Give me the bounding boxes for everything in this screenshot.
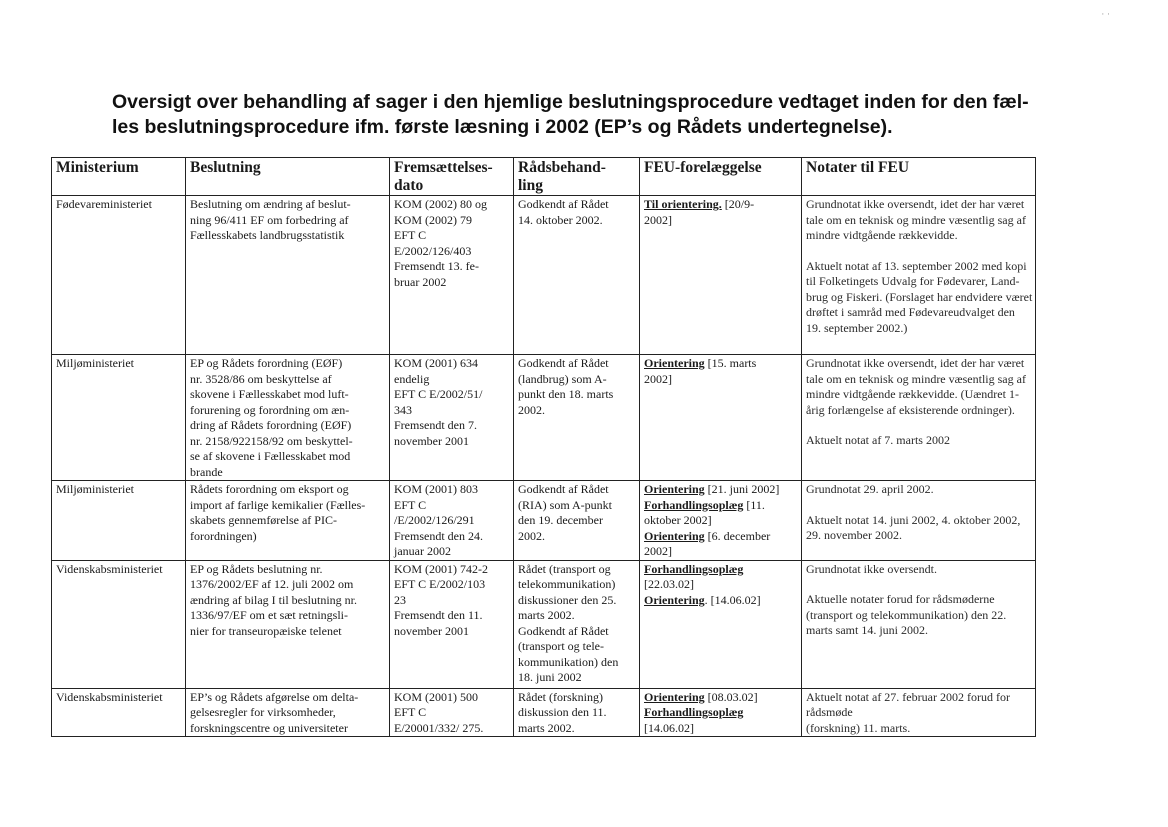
- cell-beslutning: [186, 688, 390, 737]
- feu-date-text: [22.03.02]: [644, 577, 694, 591]
- feu-status-label: Orientering: [644, 356, 705, 370]
- notat-line: Aktuelle notater forud for rådsmøderne: [806, 592, 995, 606]
- table-row: [52, 481, 1036, 561]
- feu-date-text: 2002]: [644, 371, 672, 386]
- raadsbehandling-line: (RIA) som A-punkt: [518, 497, 612, 512]
- beslutning-line: ændring af bilag I til beslutning nr.: [190, 592, 357, 607]
- fremsaettelse-line: E/2002/126/403: [394, 243, 472, 258]
- header-fremsaettelse-line-1: Fremsættelses-: [394, 159, 493, 176]
- cell-ministerium: Videnskabsministeriet: [52, 688, 186, 737]
- fremsaettelse-line: KOM (2001) 803: [394, 482, 478, 496]
- feu-line: [644, 213, 798, 229]
- beslutning-line: nier for transeuropæiske telenet: [190, 623, 342, 638]
- raadsbehandling-line: (transport og tele-: [518, 639, 604, 653]
- feu-line: [644, 529, 798, 545]
- beslutning-line: brande: [190, 464, 223, 479]
- fremsaettelse-line: endelig: [394, 371, 430, 386]
- cell-notater: [802, 196, 1036, 355]
- raadsbehandling-line: 18. juni 2002: [518, 670, 582, 684]
- feu-status-label: Orientering: [644, 689, 705, 704]
- feu-line: [644, 513, 798, 529]
- raadsbehandling-line: den 19. december: [518, 513, 603, 527]
- notat-line: tale om en teknisk og mindre væsentlig sag af: [806, 212, 1026, 227]
- feu-line: [644, 577, 798, 593]
- overview-table: [51, 157, 1036, 737]
- notat-line: marts samt 14. juni 2002.: [806, 623, 928, 637]
- cell-feu-forelaeggelse: [640, 560, 802, 688]
- beslutning-line: forurening og forordning om æn-: [190, 402, 350, 417]
- cell-fremsaettelsesdato: [390, 688, 514, 737]
- raadsbehandling-line: 14. oktober 2002.: [518, 212, 603, 227]
- cell-feu-forelaeggelse: [640, 481, 802, 561]
- feu-date-text: [21. juni 2002]: [704, 482, 780, 496]
- feu-status-label: Orientering: [644, 592, 705, 607]
- fremsaettelse-line: EFT C E/2002/103: [394, 577, 486, 591]
- feu-status-label: Forhandlingsoplæg: [644, 561, 744, 576]
- cell-notater: [802, 355, 1036, 481]
- beslutning-line: Fællesskabets landbrugsstatistik: [190, 228, 345, 242]
- fremsaettelse-line: januar 2002: [394, 544, 451, 558]
- raadsbehandling-line: marts 2002.: [518, 608, 575, 622]
- cell-ministerium: Fødevareministeriet: [52, 196, 186, 355]
- cell-fremsaettelsesdato: [390, 196, 514, 355]
- feu-date-text: 2002]: [644, 212, 672, 227]
- notat-line: 29. november 2002.: [806, 528, 902, 542]
- header-notater: Notater til FEU: [802, 158, 1036, 196]
- raadsbehandling-line: Godkendt af Rådet: [518, 356, 609, 370]
- feu-date-text: 2002]: [644, 544, 672, 558]
- cell-raadsbehandling: [514, 355, 640, 481]
- feu-date-text: [15. marts: [704, 356, 757, 370]
- fremsaettelse-line: EFT C: [394, 497, 427, 512]
- cell-feu-forelaeggelse: [640, 355, 802, 481]
- cell-raadsbehandling: [514, 196, 640, 355]
- scan-speck-mark: · ·: [1101, 10, 1110, 20]
- beslutning-line: EP’s og Rådets afgørelse om delta-: [190, 689, 359, 704]
- notat-line: Aktuelt notat af 13. september 2002 med kopi: [806, 258, 1027, 273]
- feu-status-label: Forhandlingsoplæg: [644, 705, 744, 719]
- notat-line: Grundnotat ikke oversendt, idet der har været: [806, 197, 1025, 211]
- notat-spacer: [806, 577, 1032, 592]
- beslutning-line: se af skovene i Fællesskabet mod: [190, 449, 351, 463]
- notat-line: rådsmøde: [806, 705, 853, 719]
- header-feu-forelaeggelse: FEU-forelæggelse: [640, 158, 802, 196]
- feu-status-label: Til orientering.: [644, 197, 722, 211]
- beslutning-line: import af farlige kemikalier (Fælles-: [190, 497, 366, 512]
- feu-date-text: [11.: [743, 497, 765, 512]
- notat-spacer: [806, 418, 1032, 433]
- beslutning-line: nr. 3528/86 om beskyttelse af: [190, 371, 332, 386]
- beslutning-line: dring af Rådets forordning (EØF): [190, 418, 352, 432]
- notat-line: Aktuelt notat af 27. februar 2002 forud for: [806, 689, 1010, 704]
- cell-raadsbehandling: [514, 560, 640, 688]
- raadsbehandling-line: punkt den 18. marts: [518, 387, 614, 401]
- cell-beslutning: [186, 355, 390, 481]
- header-ministerium: Ministerium: [52, 158, 186, 196]
- feu-line: [644, 593, 798, 609]
- beslutning-line: EP og Rådets beslutning nr.: [190, 561, 323, 576]
- feu-line: [644, 690, 798, 706]
- notat-line: Grundnotat 29. april 2002.: [806, 482, 934, 496]
- fremsaettelse-line: KOM (2002) 79: [394, 212, 472, 227]
- beslutning-line: gelsesregler for virksomheder,: [190, 705, 336, 719]
- fremsaettelse-line: E/20001/332/ 275.: [394, 720, 484, 735]
- beslutning-line: EP og Rådets forordning (EØF): [190, 356, 343, 370]
- notat-spacer: [806, 498, 1032, 513]
- header-raadsbehandling-line-1: Rådsbehand-: [518, 159, 606, 176]
- cell-ministerium: Videnskabsministeriet: [52, 560, 186, 688]
- notat-line: årig forlængelse af eksisterende ordninger).: [806, 402, 1015, 417]
- raadsbehandling-line: marts 2002.: [518, 720, 575, 735]
- title-line-2: les beslutningsprocedure ifm. første læsning i 2002 (EP’s og Rådets undertegnelse).: [112, 116, 893, 138]
- feu-date-text: [6. december: [704, 528, 771, 543]
- notat-line: (forskning) 11. marts.: [806, 720, 911, 735]
- fremsaettelse-line: november 2001: [394, 433, 469, 448]
- feu-date-text: oktober 2002]: [644, 513, 712, 527]
- fremsaettelse-line: 343: [394, 402, 412, 417]
- feu-date-text: [20/9-: [721, 197, 755, 211]
- cell-raadsbehandling: [514, 688, 640, 737]
- raadsbehandling-line: (landbrug) som A-: [518, 371, 607, 386]
- notat-line: brug og Fiskeri. (Forslaget har endvidere været: [806, 289, 1033, 304]
- cell-beslutning: [186, 560, 390, 688]
- feu-line: [644, 544, 798, 560]
- beslutning-line: skovene i Fællesskabet mod luft-: [190, 387, 349, 401]
- header-fremsaettelse-line-2: dato: [394, 177, 424, 194]
- feu-date-text: [14.06.02]: [644, 720, 694, 735]
- header-beslutning: Beslutning: [186, 158, 390, 196]
- cell-notater: [802, 688, 1036, 737]
- fremsaettelse-line: Fremsendt 13. fe-: [394, 259, 479, 273]
- notat-line: Aktuelt notat af 7. marts 2002: [806, 433, 950, 447]
- notat-spacer: [806, 244, 1032, 259]
- notat-line: Grundnotat ikke oversendt.: [806, 561, 937, 576]
- table-row: [52, 560, 1036, 688]
- fremsaettelse-line: EFT C: [394, 705, 427, 719]
- notat-line: 19. september 2002.): [806, 320, 908, 335]
- beslutning-line: Beslutning om ændring af beslut-: [190, 197, 351, 211]
- feu-line: [644, 372, 798, 388]
- header-fremsaettelsesdato: [390, 158, 514, 196]
- fremsaettelse-line: 23: [394, 592, 406, 607]
- cell-ministerium: Miljøministeriet: [52, 481, 186, 561]
- feu-line: [644, 562, 798, 578]
- feu-line: [644, 356, 798, 372]
- raadsbehandling-line: 2002.: [518, 402, 545, 417]
- raadsbehandling-line: Godkendt af Rådet: [518, 623, 609, 638]
- cell-beslutning: [186, 481, 390, 561]
- raadsbehandling-line: diskussion den 11.: [518, 705, 607, 719]
- feu-date-text: [08.03.02]: [704, 689, 758, 704]
- feu-date-text: . [14.06.02]: [704, 592, 761, 607]
- table-row: [52, 196, 1036, 355]
- beslutning-line: 1336/97/EF om et sæt retningsli-: [190, 608, 348, 622]
- feu-line: [644, 705, 798, 721]
- cell-raadsbehandling: [514, 481, 640, 561]
- table-body: [52, 196, 1036, 737]
- beslutning-line: 1376/2002/EF af 12. juli 2002 om: [190, 577, 354, 591]
- table-header: [52, 158, 1036, 196]
- fremsaettelse-line: /E/2002/126/291: [394, 513, 475, 527]
- cell-fremsaettelsesdato: [390, 560, 514, 688]
- fremsaettelse-line: Fremsendt den 7.: [394, 418, 477, 432]
- cell-beslutning: [186, 196, 390, 355]
- notat-line: mindre vidtgående rækkevidde.: [806, 228, 958, 242]
- title-line-1: Oversigt over behandling af sager i den hjemlige beslutningsprocedure vedtaget inden for den fæl-: [112, 91, 1029, 113]
- fremsaettelse-line: Fremsendt den 24.: [394, 528, 483, 543]
- cell-notater: [802, 481, 1036, 561]
- notat-line: til Folketingets Udvalg for Fødevarer, Land-: [806, 274, 1020, 288]
- cell-ministerium: Miljøministeriet: [52, 355, 186, 481]
- header-raadsbehandling-line-2: ling: [518, 177, 543, 194]
- notat-line: tale om en teknisk og mindre væsentlig sag af: [806, 371, 1026, 386]
- table-row: [52, 355, 1036, 481]
- raadsbehandling-line: diskussioner den 25.: [518, 592, 617, 607]
- cell-feu-forelaeggelse: [640, 196, 802, 355]
- notat-line: Grundnotat ikke oversendt, idet der har været: [806, 356, 1025, 370]
- cell-fremsaettelsesdato: [390, 355, 514, 481]
- fremsaettelse-line: KOM (2001) 742-2: [394, 561, 488, 576]
- fremsaettelse-line: EFT C: [394, 228, 427, 242]
- feu-status-label: Orientering: [644, 482, 705, 496]
- raadsbehandling-line: kommunikation) den: [518, 654, 619, 669]
- table-row: [52, 688, 1036, 737]
- notat-line: Aktuelt notat 14. juni 2002, 4. oktober 2002,: [806, 512, 1021, 527]
- beslutning-line: forskningscentre og universiteter: [190, 720, 348, 735]
- cell-fremsaettelsesdato: [390, 481, 514, 561]
- fremsaettelse-line: KOM (2001) 634: [394, 356, 478, 370]
- cell-notater: [802, 560, 1036, 688]
- fremsaettelse-line: EFT C E/2002/51/: [394, 387, 483, 401]
- feu-line: [644, 482, 798, 498]
- fremsaettelse-line: Fremsendt den 11.: [394, 608, 483, 622]
- raadsbehandling-line: Godkendt af Rådet: [518, 482, 609, 496]
- feu-status-label: Forhandlingsoplæg: [644, 497, 744, 512]
- feu-line: [644, 498, 798, 514]
- feu-status-label: Orientering: [644, 528, 705, 543]
- raadsbehandling-line: Rådet (forskning): [518, 689, 603, 704]
- notat-line: drøftet i samråd med Fødevareudvalget den: [806, 305, 1015, 319]
- fremsaettelse-line: KOM (2001) 500: [394, 689, 478, 704]
- beslutning-line: nr. 2158/922158/92 om beskyttel-: [190, 433, 353, 448]
- document-title: [112, 90, 1052, 140]
- notat-line: mindre vidtgående rækkevidde. (Uændret 1-: [806, 387, 1019, 401]
- beslutning-line: forordningen): [190, 528, 257, 543]
- beslutning-line: skabets gennemførelse af PIC-: [190, 513, 337, 527]
- header-raadsbehandling: [514, 158, 640, 196]
- raadsbehandling-line: Godkendt af Rådet: [518, 197, 609, 211]
- notat-line: (transport og telekommunikation) den 22.: [806, 607, 1007, 622]
- feu-line: [644, 721, 798, 737]
- raadsbehandling-line: 2002.: [518, 528, 545, 543]
- cell-feu-forelaeggelse: [640, 688, 802, 737]
- raadsbehandling-line: Rådet (transport og: [518, 561, 611, 576]
- feu-line: [644, 197, 798, 213]
- fremsaettelse-line: KOM (2002) 80 og: [394, 197, 487, 211]
- beslutning-line: ning 96/411 EF om forbedring af: [190, 212, 349, 227]
- raadsbehandling-line: telekommunikation): [518, 577, 616, 591]
- fremsaettelse-line: bruar 2002: [394, 274, 447, 289]
- fremsaettelse-line: november 2001: [394, 623, 469, 638]
- beslutning-line: Rådets forordning om eksport og: [190, 482, 349, 496]
